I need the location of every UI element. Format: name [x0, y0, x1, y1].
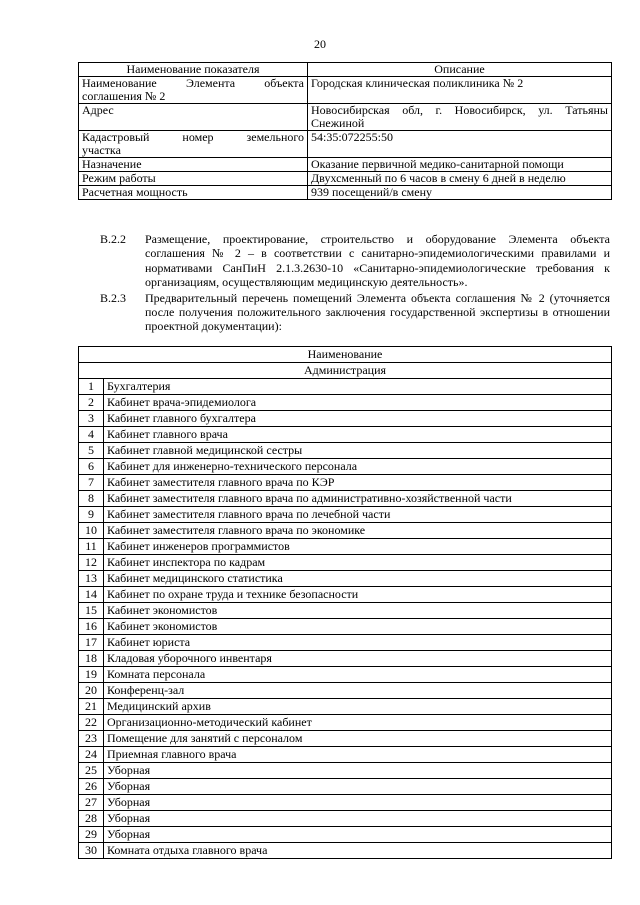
column-header-indicator: Наименование показателя — [79, 63, 308, 77]
table-row — [79, 667, 612, 683]
row-number: 9 — [79, 507, 104, 523]
table-row — [79, 379, 612, 395]
table-row — [79, 587, 612, 603]
row-number: 19 — [79, 667, 104, 683]
room-name: Кабинет заместителя главного врача по экономике — [104, 523, 612, 539]
row-number: 26 — [79, 779, 104, 795]
row-number: 14 — [79, 587, 104, 603]
table-row — [79, 811, 612, 827]
indicator-line: Адрес — [82, 103, 114, 117]
table-row — [79, 651, 612, 667]
description-line: Новосибирская обл, г. Новосибирск, ул. Татьяны — [311, 103, 608, 117]
room-name: Кабинет главной медицинской сестры — [104, 443, 612, 459]
indicator-line: участка — [82, 143, 121, 157]
specification-table — [78, 62, 612, 200]
room-name: Приемная главного врача — [104, 747, 612, 763]
row-number: 11 — [79, 539, 104, 555]
indicator-line: Наименование Элемента объекта — [82, 76, 304, 90]
table-row — [79, 603, 612, 619]
table-header-row — [79, 63, 612, 77]
row-number: 22 — [79, 715, 104, 731]
table-row — [79, 827, 612, 843]
room-name: Конференц-зал — [104, 683, 612, 699]
row-number: 21 — [79, 699, 104, 715]
indicator-line: соглашения № 2 — [82, 89, 166, 103]
table-row — [79, 411, 612, 427]
indicator-line: Кадастровый номер земельного — [82, 130, 304, 144]
table-row — [79, 571, 612, 587]
table-row — [79, 443, 612, 459]
table-row — [79, 158, 612, 172]
table-row — [79, 131, 612, 158]
column-header-description: Описание — [308, 63, 612, 77]
row-number: 2 — [79, 395, 104, 411]
row-number: 1 — [79, 379, 104, 395]
table-row — [79, 555, 612, 571]
row-number: 18 — [79, 651, 104, 667]
table-row — [79, 459, 612, 475]
indicator-line: Режим работы — [82, 171, 156, 185]
table-row — [79, 795, 612, 811]
column-header-name: Наименование — [79, 347, 612, 363]
numbered-paragraphs — [100, 232, 610, 334]
description-line: 939 посещений/в смену — [311, 185, 433, 199]
room-name: Уборная — [104, 763, 612, 779]
room-name: Уборная — [104, 827, 612, 843]
room-name: Кабинет заместителя главного врача по лечебной части — [104, 507, 612, 523]
paragraph-text: Предварительный перечень помещений Элемента объекта соглашения № 2 (уточняется после получения положительного заключения государственной экспертизы в отношении проектной документации): — [145, 290, 610, 334]
table-row — [79, 523, 612, 539]
table-row — [79, 699, 612, 715]
row-number: 6 — [79, 459, 104, 475]
description-line: Снежиной — [311, 116, 365, 130]
row-number: 25 — [79, 763, 104, 779]
row-number: 5 — [79, 443, 104, 459]
row-number: 29 — [79, 827, 104, 843]
row-number: 23 — [79, 731, 104, 747]
table-row — [79, 77, 612, 104]
table-row — [79, 104, 612, 131]
table-row — [79, 715, 612, 731]
room-name: Кабинет экономистов — [104, 619, 612, 635]
table-row — [79, 395, 612, 411]
room-name: Организационно-методический кабинет — [104, 715, 612, 731]
row-number: 12 — [79, 555, 104, 571]
row-number: 17 — [79, 635, 104, 651]
table-row — [79, 619, 612, 635]
rooms-table — [78, 346, 612, 859]
group-header-row — [79, 363, 612, 379]
room-name: Кабинет главного бухгалтера — [104, 411, 612, 427]
row-number: 13 — [79, 571, 104, 587]
room-name: Уборная — [104, 795, 612, 811]
room-name: Кабинет юриста — [104, 635, 612, 651]
paragraph — [100, 291, 610, 334]
indicator-cell — [79, 77, 308, 104]
room-name: Помещение для занятий с персоналом — [104, 731, 612, 747]
indicator-cell — [79, 131, 308, 158]
room-name: Уборная — [104, 779, 612, 795]
room-name: Комната отдыха главного врача — [104, 843, 612, 859]
room-name: Уборная — [104, 811, 612, 827]
table-row — [79, 172, 612, 186]
description-cell — [308, 172, 612, 186]
room-name: Кабинет для инженерно-технического персонала — [104, 459, 612, 475]
paragraph-number: В.2.2 — [100, 232, 127, 246]
room-name: Бухгалтерия — [104, 379, 612, 395]
paragraph — [100, 232, 610, 290]
row-number: 16 — [79, 619, 104, 635]
table-row — [79, 747, 612, 763]
table-row — [79, 539, 612, 555]
table-row — [79, 763, 612, 779]
paragraph-number: В.2.3 — [100, 290, 127, 305]
table-row — [79, 507, 612, 523]
row-number: 28 — [79, 811, 104, 827]
room-name: Кабинет заместителя главного врача по КЭР — [104, 475, 612, 491]
description-cell — [308, 104, 612, 131]
table-row — [79, 683, 612, 699]
room-name: Кабинет инспектора по кадрам — [104, 555, 612, 571]
table-header-row — [79, 347, 612, 363]
row-number: 8 — [79, 491, 104, 507]
table-row — [79, 635, 612, 651]
table-row — [79, 491, 612, 507]
room-name: Кабинет заместителя главного врача по административно-хозяйственной части — [104, 491, 612, 507]
table-row — [79, 427, 612, 443]
description-cell — [308, 158, 612, 172]
table-row — [79, 731, 612, 747]
room-name: Кабинет главного врача — [104, 427, 612, 443]
indicator-cell — [79, 104, 308, 131]
room-name: Кладовая уборочного инвентаря — [104, 651, 612, 667]
row-number: 30 — [79, 843, 104, 859]
table-row — [79, 779, 612, 795]
room-name: Кабинет медицинского статистика — [104, 571, 612, 587]
group-header: Администрация — [79, 363, 612, 379]
description-line: 54:35:072255:50 — [311, 130, 394, 144]
indicator-line: Расчетная мощность — [82, 185, 188, 199]
row-number: 7 — [79, 475, 104, 491]
room-name: Кабинет по охране труда и технике безопасности — [104, 587, 612, 603]
indicator-cell — [79, 186, 308, 200]
row-number: 10 — [79, 523, 104, 539]
room-name: Кабинет экономистов — [104, 603, 612, 619]
row-number: 24 — [79, 747, 104, 763]
row-number: 3 — [79, 411, 104, 427]
indicator-cell — [79, 172, 308, 186]
description-line: Городская клиническая поликлиника № 2 — [311, 76, 524, 90]
description-line: Оказание первичной медико-санитарной помощи — [311, 157, 564, 171]
table-row — [79, 475, 612, 491]
row-number: 15 — [79, 603, 104, 619]
room-name: Кабинет инженеров программистов — [104, 539, 612, 555]
row-number: 27 — [79, 795, 104, 811]
row-number: 20 — [79, 683, 104, 699]
description-line: Двухсменный по 6 часов в смену 6 дней в неделю — [311, 171, 566, 185]
description-cell — [308, 131, 612, 158]
indicator-line: Назначение — [82, 157, 142, 171]
row-number: 4 — [79, 427, 104, 443]
description-cell — [308, 77, 612, 104]
page-number: 20 — [314, 37, 326, 51]
room-name: Медицинский архив — [104, 699, 612, 715]
table-row — [79, 186, 612, 200]
room-name: Кабинет врача-эпидемиолога — [104, 395, 612, 411]
table-row — [79, 843, 612, 859]
room-name: Комната персонала — [104, 667, 612, 683]
indicator-cell — [79, 158, 308, 172]
description-cell — [308, 186, 612, 200]
paragraph-text: Размещение, проектирование, строительство и оборудование Элемента объекта соглашения № 2 – в соответствии с санитарно-эпидемиологическими правилами и нормативами СанПиН 2.1.3.2630-10 «Санитарно-эпидемиологические требования к организациям, осуществляющим медицинскую деятельность». — [145, 232, 610, 290]
